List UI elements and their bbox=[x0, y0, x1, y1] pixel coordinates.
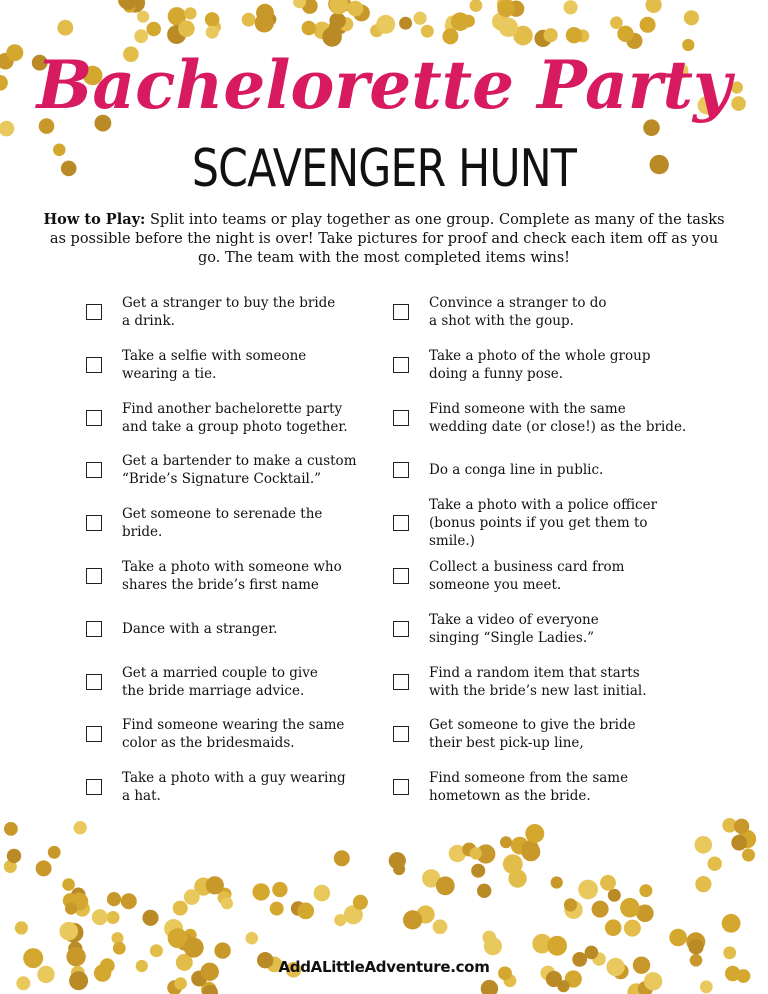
task-text: Get a bartender to make a custom “Bride’s Signature Cocktail.” bbox=[122, 453, 357, 488]
checkbox[interactable] bbox=[393, 304, 409, 320]
task-text: Take a photo with a police officer (bonus points if you get them to smile.) bbox=[429, 497, 658, 550]
task-text: Take a selfie with someone wearing a tie. bbox=[122, 347, 307, 382]
task-text: Take a photo with a guy wearing a hat. bbox=[122, 770, 346, 805]
task-item bbox=[393, 343, 693, 387]
footer-website: AddALittleAdventure.com bbox=[278, 958, 490, 976]
task-text: Get someone to serenade the bride. bbox=[122, 506, 323, 541]
task-text: Dance with a stranger. bbox=[122, 620, 278, 637]
task-text: Do a conga line in public. bbox=[429, 462, 604, 479]
checkbox[interactable] bbox=[393, 779, 409, 795]
task-text: Convince a stranger to do a shot with the goup. bbox=[429, 295, 607, 329]
task-item bbox=[86, 765, 386, 809]
checkbox[interactable] bbox=[393, 410, 409, 426]
checkbox[interactable] bbox=[393, 568, 409, 584]
checkbox[interactable] bbox=[393, 462, 409, 478]
checkbox[interactable] bbox=[393, 621, 409, 637]
task-text: Find another bachelorette party and take a group photo together. bbox=[122, 400, 348, 435]
checkbox[interactable] bbox=[86, 726, 102, 742]
task-item bbox=[86, 660, 386, 704]
how-to-play-instructions: Split into teams or play together as one group. Complete as many of the tasks as possible before the night is over! Take pictures for proof and check each item off as you go. The team with the most completed items wins! bbox=[49, 212, 725, 266]
checkbox[interactable] bbox=[393, 515, 409, 531]
task-item bbox=[86, 290, 386, 334]
checkbox[interactable] bbox=[86, 410, 102, 426]
task-item bbox=[86, 607, 386, 651]
task-text: Find someone from the same hometown as the bride. bbox=[429, 770, 629, 805]
task-item bbox=[86, 343, 386, 387]
checkbox[interactable] bbox=[86, 779, 102, 795]
checkbox[interactable] bbox=[86, 357, 102, 373]
checkbox[interactable] bbox=[393, 726, 409, 742]
page-subtitle: SCAVENGER HUNT bbox=[191, 139, 577, 199]
checkbox[interactable] bbox=[86, 515, 102, 531]
task-text: Take a video of everyone singing “Single Ladies.” bbox=[429, 611, 599, 646]
task-text: Find someone with the same wedding date (or close!) as the bride. bbox=[429, 400, 687, 435]
task-item bbox=[86, 712, 386, 756]
task-text: Find someone wearing the same color as the bridesmaids. bbox=[122, 717, 345, 752]
task-text: Find a random item that starts with the bride’s new last initial. bbox=[429, 664, 647, 699]
how-to-play-label: How to Play: bbox=[43, 211, 146, 228]
task-text: Collect a business card from someone you meet. bbox=[429, 559, 625, 593]
task-item bbox=[393, 607, 693, 651]
task-item bbox=[86, 448, 386, 492]
task-item bbox=[393, 712, 693, 756]
task-item bbox=[393, 554, 693, 598]
task-text: Get a stranger to buy the bride a drink. bbox=[122, 295, 336, 329]
task-item bbox=[393, 497, 693, 550]
checkbox[interactable] bbox=[86, 462, 102, 478]
task-item bbox=[393, 290, 693, 334]
checkbox[interactable] bbox=[86, 621, 102, 637]
checkbox[interactable] bbox=[86, 304, 102, 320]
task-item bbox=[86, 501, 386, 545]
task-text: Take a photo with someone who shares the bride’s first name bbox=[122, 559, 342, 593]
task-text: Get someone to give the bride their best pick-up line, bbox=[429, 717, 636, 752]
task-item bbox=[86, 554, 386, 598]
page-title: Bachelorette Party bbox=[36, 46, 732, 124]
task-item bbox=[393, 396, 693, 440]
task-text: Get a married couple to give the bride marriage advice. bbox=[122, 664, 318, 699]
checkbox[interactable] bbox=[86, 568, 102, 584]
task-item bbox=[393, 448, 693, 492]
task-item bbox=[393, 660, 693, 704]
task-item bbox=[393, 765, 693, 809]
checkbox[interactable] bbox=[393, 674, 409, 690]
checkbox[interactable] bbox=[86, 674, 102, 690]
checkbox[interactable] bbox=[393, 357, 409, 373]
task-text: Take a photo of the whole group doing a funny pose. bbox=[429, 347, 651, 382]
task-item bbox=[86, 396, 386, 440]
